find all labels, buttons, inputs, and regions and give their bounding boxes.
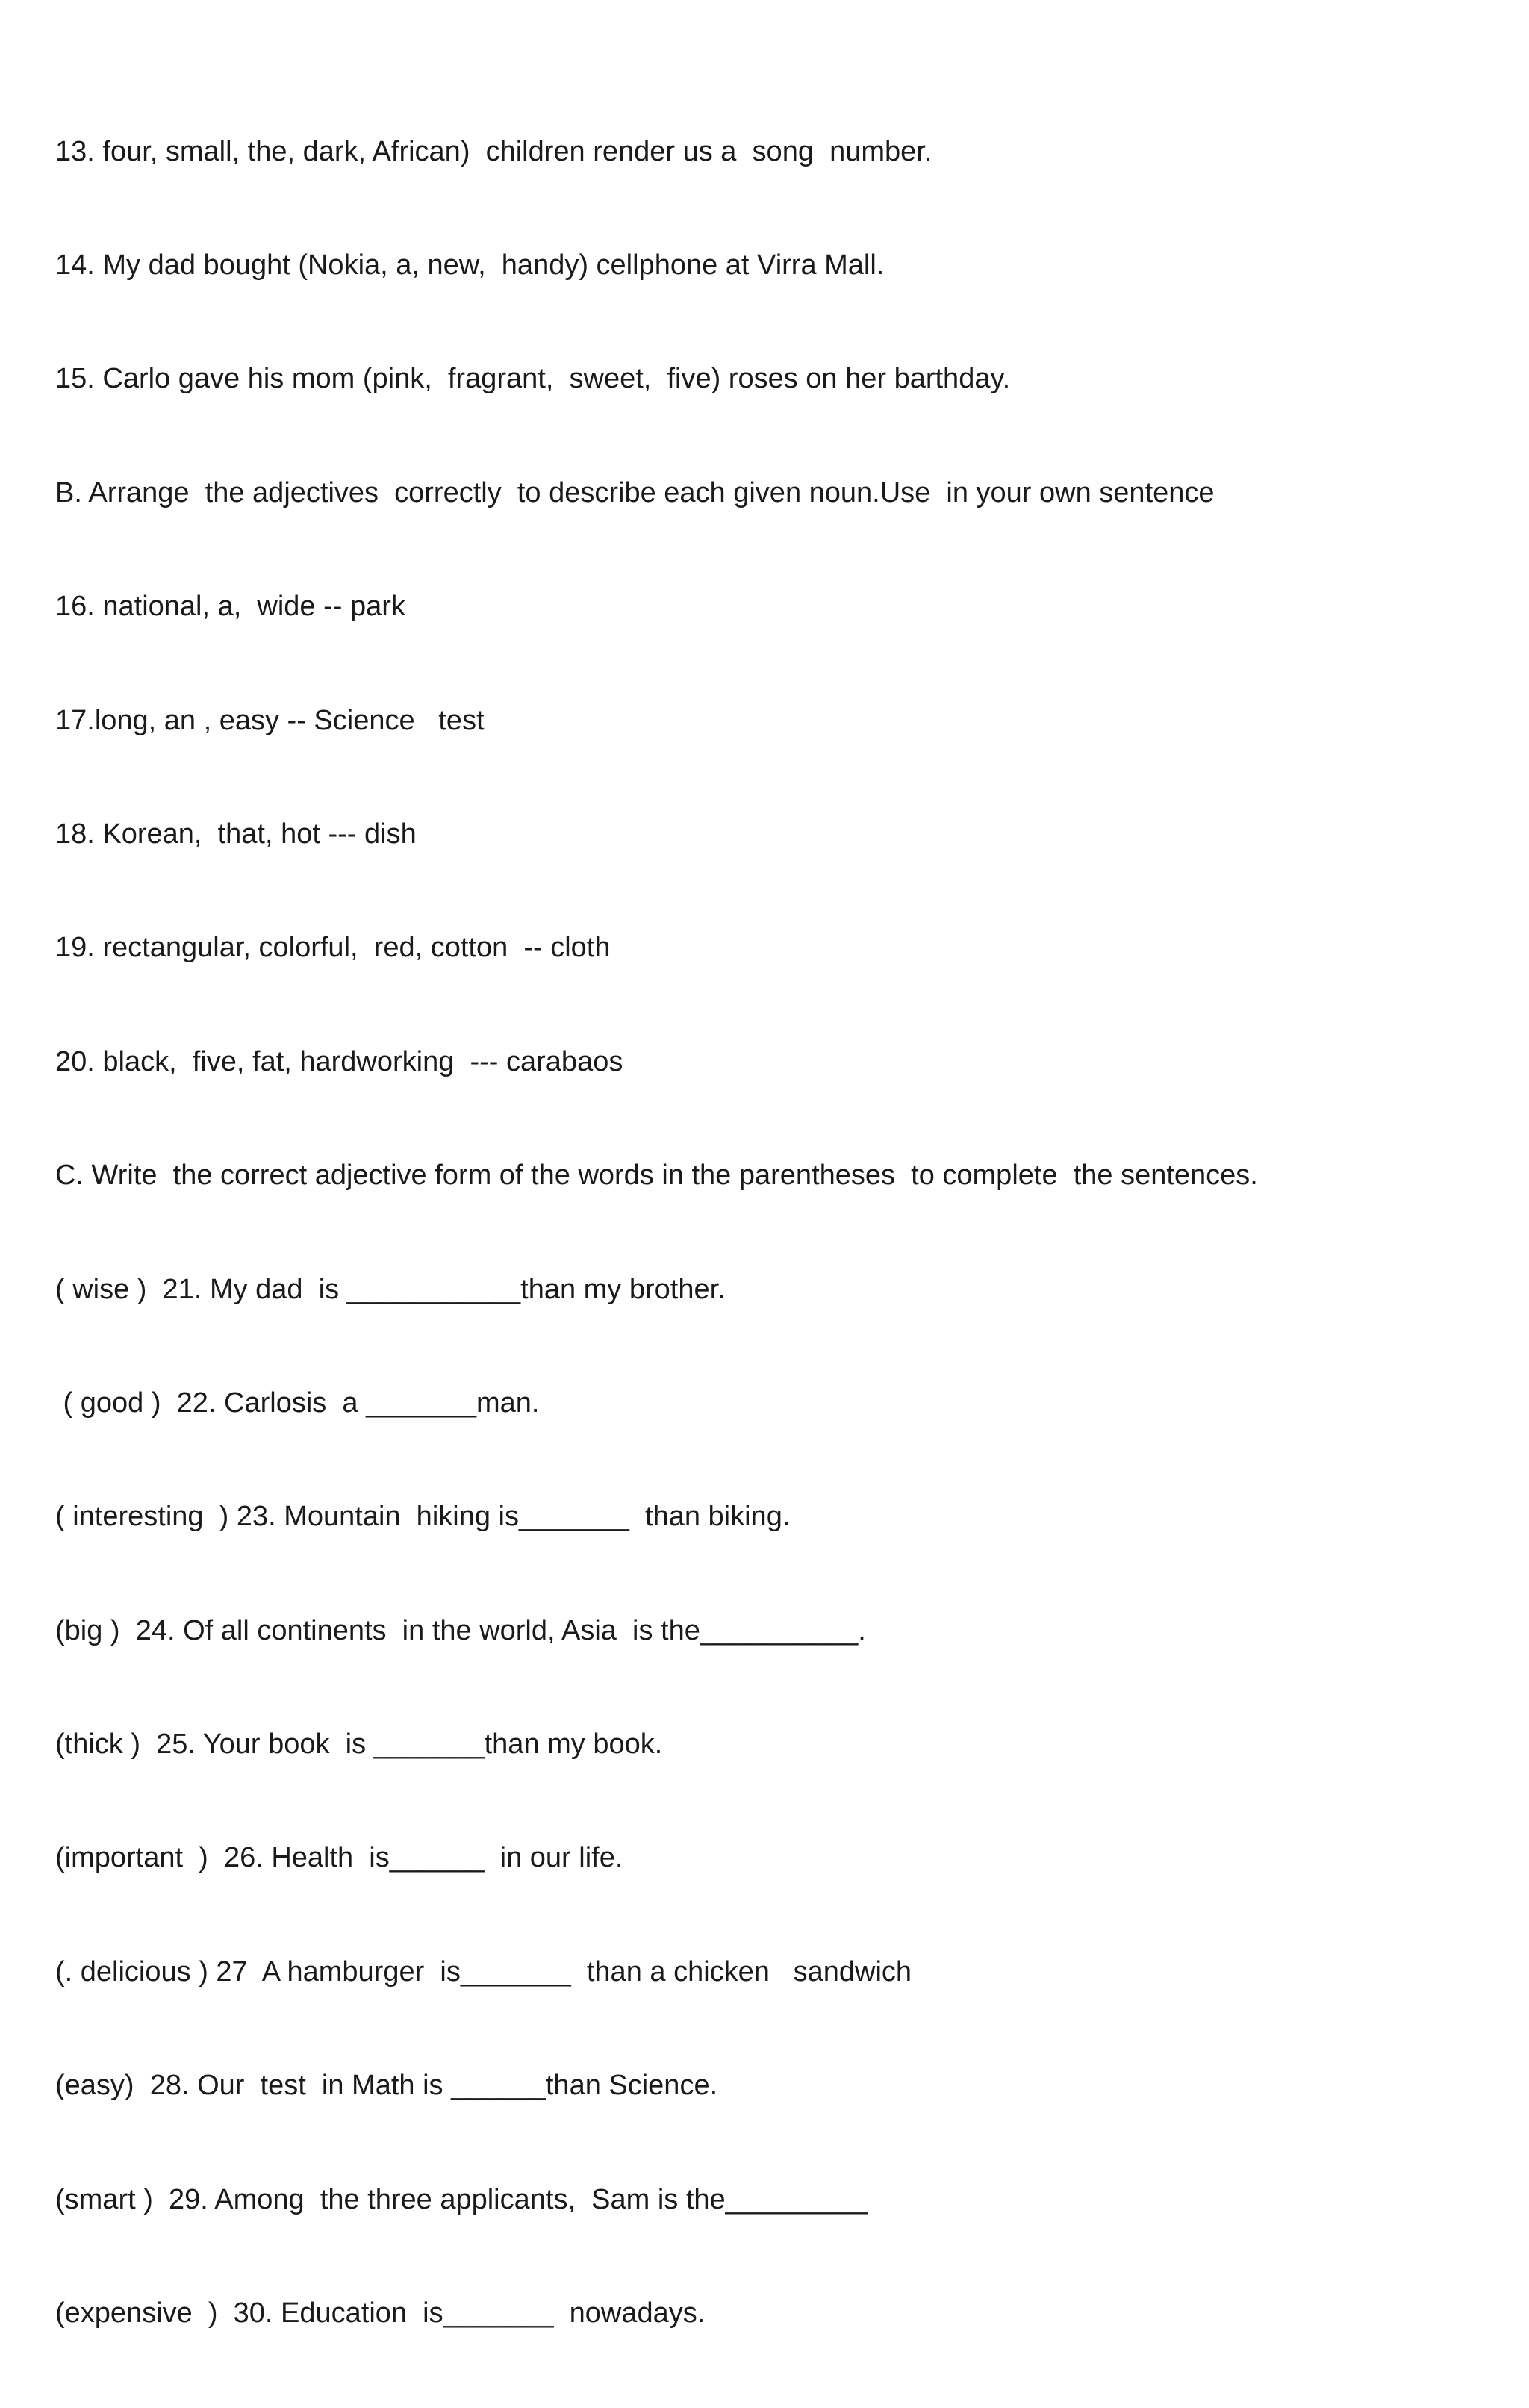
item-26: (important ) 26. Health is______ in our life. [55, 1842, 623, 1874]
section-b-instructions: B. Arrange the adjectives correctly to describe each given noun.Use in your own sentence [55, 476, 1215, 508]
item-17: 17.long, an , easy -- Science test [55, 704, 485, 736]
item-23: ( interesting ) 23. Mountain hiking is_______ than biking. [55, 1501, 791, 1533]
item-22: ( good ) 22. Carlosis a _______man. [55, 1387, 540, 1419]
item-20: 20. black, five, fat, hardworking --- carabaos [55, 1045, 623, 1077]
worksheet-text [55, 57, 1474, 2408]
item-24: (big ) 24. Of all continents in the world, Asia is the__________. [55, 1614, 866, 1646]
item-14: 14. My dad bought (Nokia, a, new, handy) cellphone at Virra Mall. [55, 249, 885, 281]
item-16: 16. national, a, wide -- park [55, 591, 405, 623]
item-19: 19. rectangular, colorful, red, cotton -- cloth [55, 932, 611, 964]
item-29: (smart ) 29. Among the three applicants, Sam is the_________ [55, 2183, 868, 2215]
item-28: (easy) 28. Our test in Math is ______than Science. [55, 2070, 718, 2102]
item-21: ( wise ) 21. My dad is ___________than my brother. [55, 1273, 726, 1305]
item-15: 15. Carlo gave his mom (pink, fragrant, sweet, five) roses on her barthday. [55, 363, 1011, 395]
item-25: (thick ) 25. Your book is _______than my book. [55, 1729, 663, 1761]
item-13: 13. four, small, the, dark, African) children render us a song number. [55, 135, 932, 167]
section-c-instructions: C. Write the correct adjective form of the words in the parentheses to complete the sentences. [55, 1160, 1258, 1192]
item-27: (. delicious ) 27 A hamburger is_______ than a chicken sandwich [55, 1956, 912, 1988]
item-30: (expensive ) 30. Education is_______ nowadays. [55, 2297, 706, 2330]
item-18: 18. Korean, that, hot --- dish [55, 818, 417, 850]
